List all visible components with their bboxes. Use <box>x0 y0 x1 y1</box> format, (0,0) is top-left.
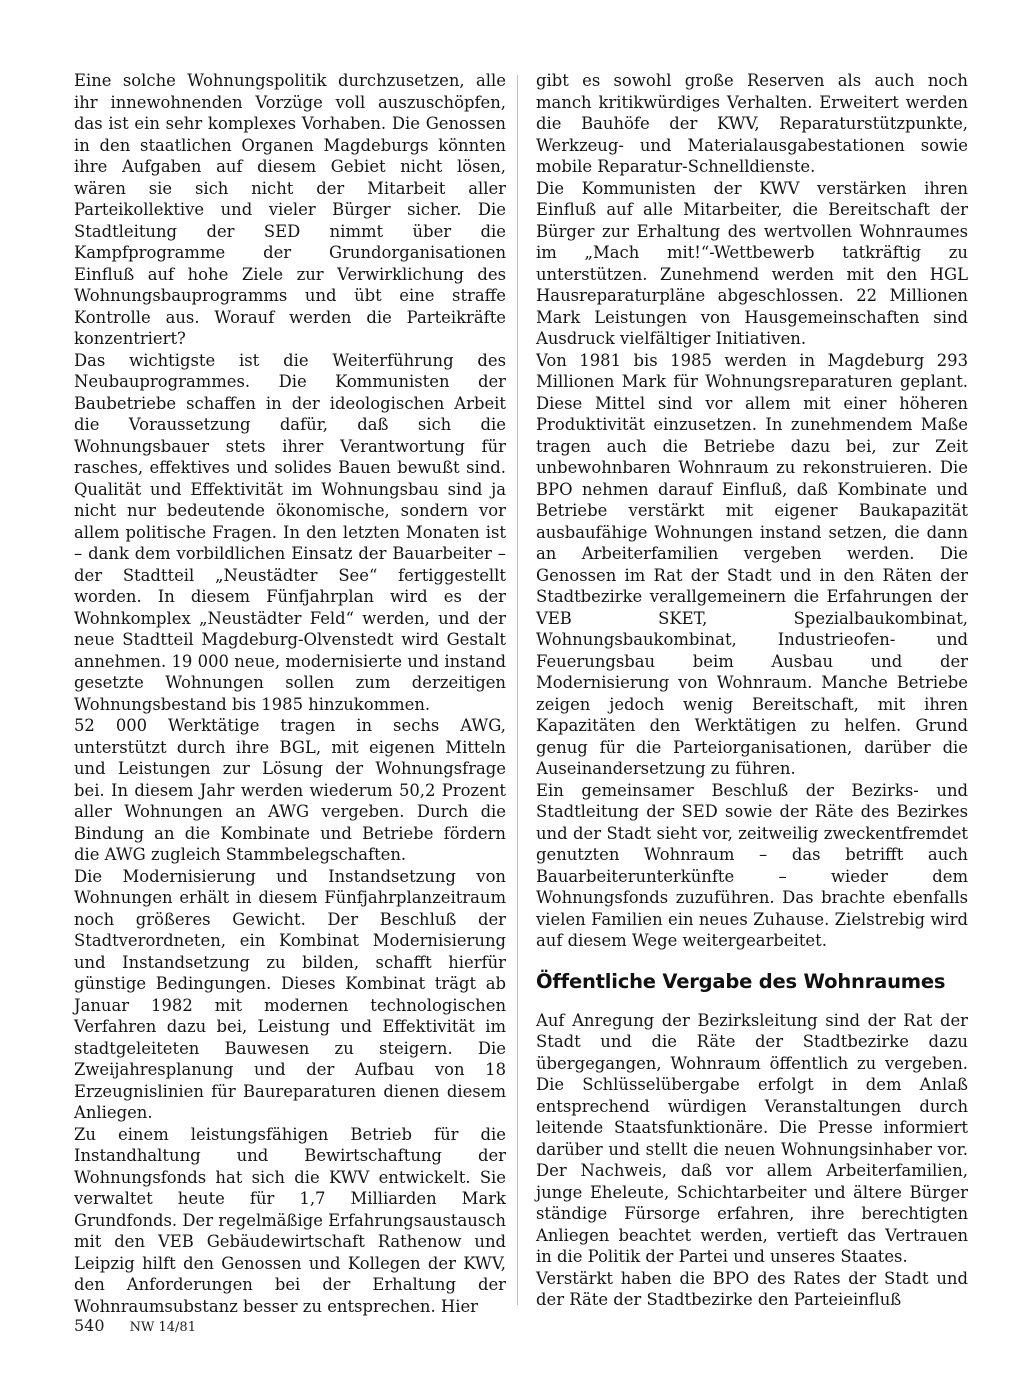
page-footer <box>74 1316 196 1335</box>
issue-label: NW 14/81 <box>129 1320 196 1335</box>
section-heading: Öffentliche Vergabe des Wohnraumes <box>536 969 946 993</box>
column-divider <box>517 75 518 1305</box>
paragraph: gibt es sowohl große Reserven als auch noch manch kritikwürdiges Verhalten. Erweitert werden die Bauhöfe der KWV, Reparaturstützpunkte, Werkzeug- und Materialausgabestationen sowie mobile Reparatur-Schnelldienste. <box>536 71 968 176</box>
paragraph: Die Modernisierung und Instandsetzung von Wohnungen erhält in diesem Fünfjahrplanzeitraum noch größeres Gewicht. Der Beschluß der Stadtverordneten, ein Kombinat Modernisierung und Instandsetzung zu bilden, schafft hierfür günstige Bedingungen. Dieses Kombinat trägt ab Januar 1982 mit modernen technologischen Verfahren dazu bei, Leistung und Effektivität im stadtgeleiteten Bauwesen zu steigern. Die Zweijahresplanung und der Aufbau von 18 Erzeugnislinien für Baureparaturen dienen diesem Anliegen. <box>74 866 506 1122</box>
paragraph: Die Kommunisten der KWV verstärken ihren Einfluß auf alle Mitarbeiter, die Bereitschaft der Bürger zur Erhaltung des wertvollen Wohnraumes im „Mach mit!“-Wettbewerb tatkräftig zu unterstützen. Zunehmend werden mit den HGL Hausreparaturpläne abgeschlossen. 22 Millionen Mark Leistungen von Hausgemeinschaften sind Ausdruck vielfältiger Initiativen. <box>536 178 968 348</box>
paragraph: 52 000 Werktätige tragen in sechs AWG, unterstützt durch ihre BGL, mit eigenen Mitteln und Leistungen zur Lösung der Wohnungsfrage bei. In diesem Jahr werden wiederum 50,2 Prozent aller Wohnungen an AWG vergeben. Durch die Bindung an die Kombinate und Betriebe fördern die AWG zugleich Stammbelegschaften. <box>74 716 506 864</box>
page-number: 540 <box>74 1316 105 1335</box>
paragraph: Verstärkt haben die BPO des Rates der Stadt und der Räte der Stadtbezirke den Parteieinfluß <box>536 1268 968 1309</box>
paragraph: Auf Anregung der Bezirksleitung sind der Rat der Stadt und die Räte der Stadtbezirke dazu übergegangen, Wohnraum öffentlich zu vergeben. Die Schlüsselübergabe erfolgt in dem Anlaß entsprechend würdigen Veranstaltungen durch leitende Staatsfunktionäre. Die Presse informiert darüber und stellt die neuen Wohnungsinhaber vor. Der Nachweis, daß vor allem Arbeiterfamilien, junge Eheleute, Schichtarbeiter und ältere Bürger ständige Fürsorge erfahren, ihre berechtigten Anliegen beachtet werden, vertieft das Vertrauen in die Politik der Partei und unseres Staates. <box>536 1010 968 1266</box>
paragraph: Eine solche Wohnungspolitik durchzusetzen, alle ihr innewohnenden Vorzüge voll auszuschöpfen, das ist ein sehr komplexes Vorhaben. Die Genossen in den staatlichen Organen Magdeburgs könnten ihre Aufgaben auf diesem Gebiet nicht lösen, wären sie sich nicht der Mitarbeit aller Parteikollektive und vieler Bürger sicher. Die Stadtleitung der SED nimmt über die Kampfprogramme der Grundorganisationen Einfluß auf hohe Ziele zur Verwirklichung des Wohnungsbauprogramms und übt eine straffe Kontrolle aus. Worauf werden die Parteikräfte konzentriert? <box>74 71 506 348</box>
paragraph: Von 1981 bis 1985 werden in Magdeburg 293 Millionen Mark für Wohnungsreparaturen geplant. Diese Mittel sind vor allem mit einer höheren Produktivität einzusetzen. In zunehmendem Maße tragen auch die Betriebe dazu bei, zur Zeit unbewohnbaren Wohnraum zu rekonstruieren. Die BPO nehmen darauf Einfluß, daß Kombinate und Betriebe verstärkt mit eigener Baukapazität ausbaufähige Wohnungen instand setzen, die dann an Arbeiterfamilien vergeben werden. Die Genossen im Rat der Stadt und in den Räten der Stadtbezirke verallgemeinern die Erfahrungen der VEB SKET, Spezialbaukombinat, Wohnungsbaukombinat, Industrieofen- und Feuerungsbau beim Ausbau und der Modernisierung von Wohnraum. Manche Betriebe zeigen jedoch wenig Bereitschaft, mit ihren Kapazitäten den Werktätigen zu helfen. Grund genug für die Parteiorganisationen, darüber die Auseinandersetzung zu führen. <box>536 350 968 778</box>
right-column <box>536 70 968 1311</box>
paragraph: Ein gemeinsamer Beschluß der Bezirks- und Stadtleitung der SED sowie der Räte des Bezirkes und der Stadt sieht vor, zeitweilig zweckentfremdet genutzten Wohnraum – das betrifft auch Bauarbeiterunterkünfte – wieder dem Wohnungsfonds zuzuführen. Das brachte ebenfalls vielen Familien ein neues Zuhause. Zielstrebig wird auf diesem Wege weitergearbeitet. <box>536 780 968 950</box>
left-column <box>74 70 506 1317</box>
paragraph: Zu einem leistungsfähigen Betrieb für die Instandhaltung und Bewirtschaftung der Wohnungsfonds hat sich die KWV entwickelt. Sie verwaltet heute für 1,7 Milliarden Mark Grundfonds. Der regelmäßige Erfahrungsaustausch mit den VEB Gebäudewirtschaft Rathenow und Leipzig hilft den Genossen und Kollegen der KWV, den Anforderungen bei der Erhaltung der Wohnraumsubstanz besser zu entsprechen. Hier <box>74 1124 506 1316</box>
paragraph: Das wichtigste ist die Weiterführung des Neubauprogrammes. Die Kommunisten der Baubetriebe schaffen in der ideologischen Arbeit die Voraussetzung dafür, daß sich die Wohnungsbauer stets ihrer Verantwortung für rasches, effektives und solides Bauen bewußt sind. Qualität und Effektivität im Wohnungsbau sind ja nicht nur bedeutende ökonomische, sondern vor allem politische Fragen. In den letzten Monaten ist – dank dem vorbildlichen Einsatz der Bauarbeiter – der Stadtteil „Neustädter See“ fertiggestellt worden. In diesem Fünfjahrplan wird es der Wohnkomplex „Neustädter Feld“ werden, und der neue Stadtteil Magdeburg-Olvenstedt wird Gestalt annehmen. 19 000 neue, modernisierte und instand gesetzte Wohnungen sollen zum derzeitigen Wohnungsbestand bis 1985 hinzukommen. <box>74 350 506 714</box>
